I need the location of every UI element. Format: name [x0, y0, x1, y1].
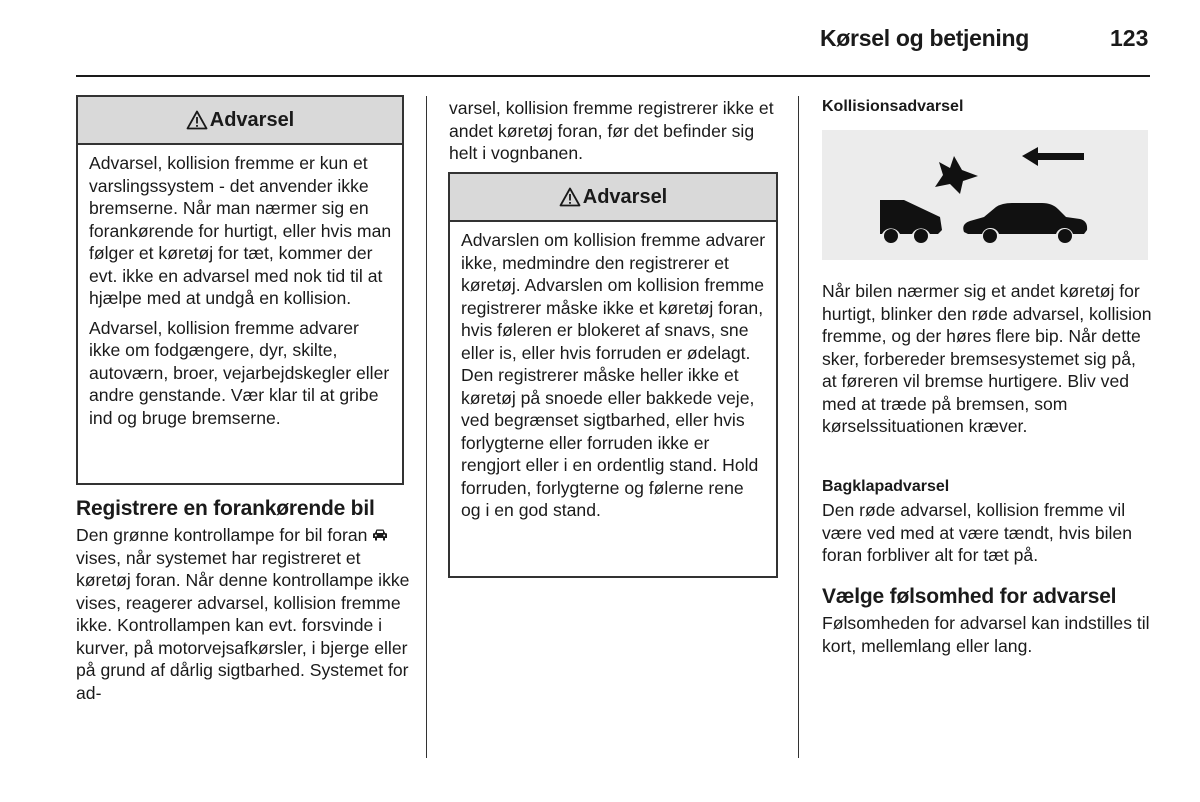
- vehicle-ahead-indicator-icon: [372, 528, 388, 542]
- warning-paragraph: Advarsel, kollision fremme advarer ikke om fodgængere, dyr, skilte, autoværn, broer, vejarbejdskegler eller andre genstande. Vær klar til at gribe ind og bruge bremserne.: [89, 317, 390, 428]
- tailgate-warning-text: Den røde advarsel, kollision fremme vil være ved med at være tændt, hvis bilen foran forbliver alt for tæt på.: [822, 500, 1132, 565]
- collision-warning-illustration: [822, 130, 1148, 260]
- warning-title: Advarsel: [209, 108, 295, 131]
- warning-box-1: [76, 95, 404, 485]
- collision-warning-graphic: [822, 130, 1148, 260]
- continuation-text: varsel, kollision fremme registrerer ikke et andet køretøj foran, før det befinder sig helt i vognbanen.: [449, 98, 774, 163]
- collision-warning-text: Når bilen nærmer sig et andet køretøj for hurtigt, blinker den røde advarsel, kollision fremme, og der høres flere bip. Når dette sker, forbereder bremsesystemet sig på, at føreren vil bremse hurtigere. Bliv ved med at træde på bremsen, som kørselssituationen kræver.: [822, 281, 1152, 436]
- warning-paragraph: Advarsel, kollision fremme er kun et varslingssystem - det anvender ikke bremserne. Når man nærmer sig en forankørende for hurtigt, eller hvis man følger et køretøj for tæt, kommer der evt. ikke en advarsel med nok tid til at hjælpe med at undgå en kollision.: [89, 153, 392, 308]
- subheading-collision-warning: Kollisionsadvarsel: [822, 98, 964, 115]
- section-body-detect-vehicle: [76, 524, 410, 704]
- body-text: vises, når systemet har registreret et køretøj foran. Når denne kontrollampe ikke vises, reagerer advarsel, kollision fremme ikke. Kontrollampen kan evt. forsvinde i kurver, på motorvejsafkørsler, i bjerge eller på grund af dårlig sigtbarhed. Systemet for ad-: [76, 547, 410, 703]
- warning-box-2: [448, 172, 778, 578]
- header-divider: [76, 75, 1150, 77]
- warning-body: [450, 222, 776, 522]
- column-divider-2: [798, 96, 799, 758]
- warning-paragraph: Advarslen om kollision fremme advarer ikke, medmindre den registrerer et køretøj. Advarslen om kollision fremme registrerer måske ikke et køretøj foran, hvis føleren er blokeret af snavs, sne eller is, eller hvis forruden er ødelagt. Den registrerer måske heller ikke et køretøj på snoede eller bakkede veje, ved begrænset sigtbarhed, eller hvis forlygterne eller forruden ikke er rengjort eller i en ordentlig stand. Hold forruden, forlygterne og følerne rene og i en god stand.: [461, 230, 766, 520]
- sensitivity-text: Følsomheden for advarsel kan indstilles til kort, mellemlang eller lang.: [822, 613, 1150, 656]
- warning-box-header: [78, 97, 402, 145]
- page-header-title: Kørsel og betjening: [820, 25, 1029, 51]
- section-heading-sensitivity: Vælge følsomhed for advarsel: [822, 585, 1117, 608]
- column-divider-1: [426, 96, 427, 758]
- page-number: 123: [1110, 25, 1149, 51]
- warning-title: Advarsel: [582, 185, 668, 208]
- warning-box-header: [450, 174, 776, 222]
- warning-triangle-icon: [186, 110, 208, 130]
- warning-triangle-icon: [559, 187, 581, 207]
- section-heading-detect-vehicle: Registrere en forankørende bil: [76, 497, 375, 520]
- warning-body: [78, 145, 402, 429]
- body-text: Den grønne kontrollampe for bil foran: [76, 525, 368, 545]
- subheading-tailgate-warning: Bagklapadvarsel: [822, 478, 950, 495]
